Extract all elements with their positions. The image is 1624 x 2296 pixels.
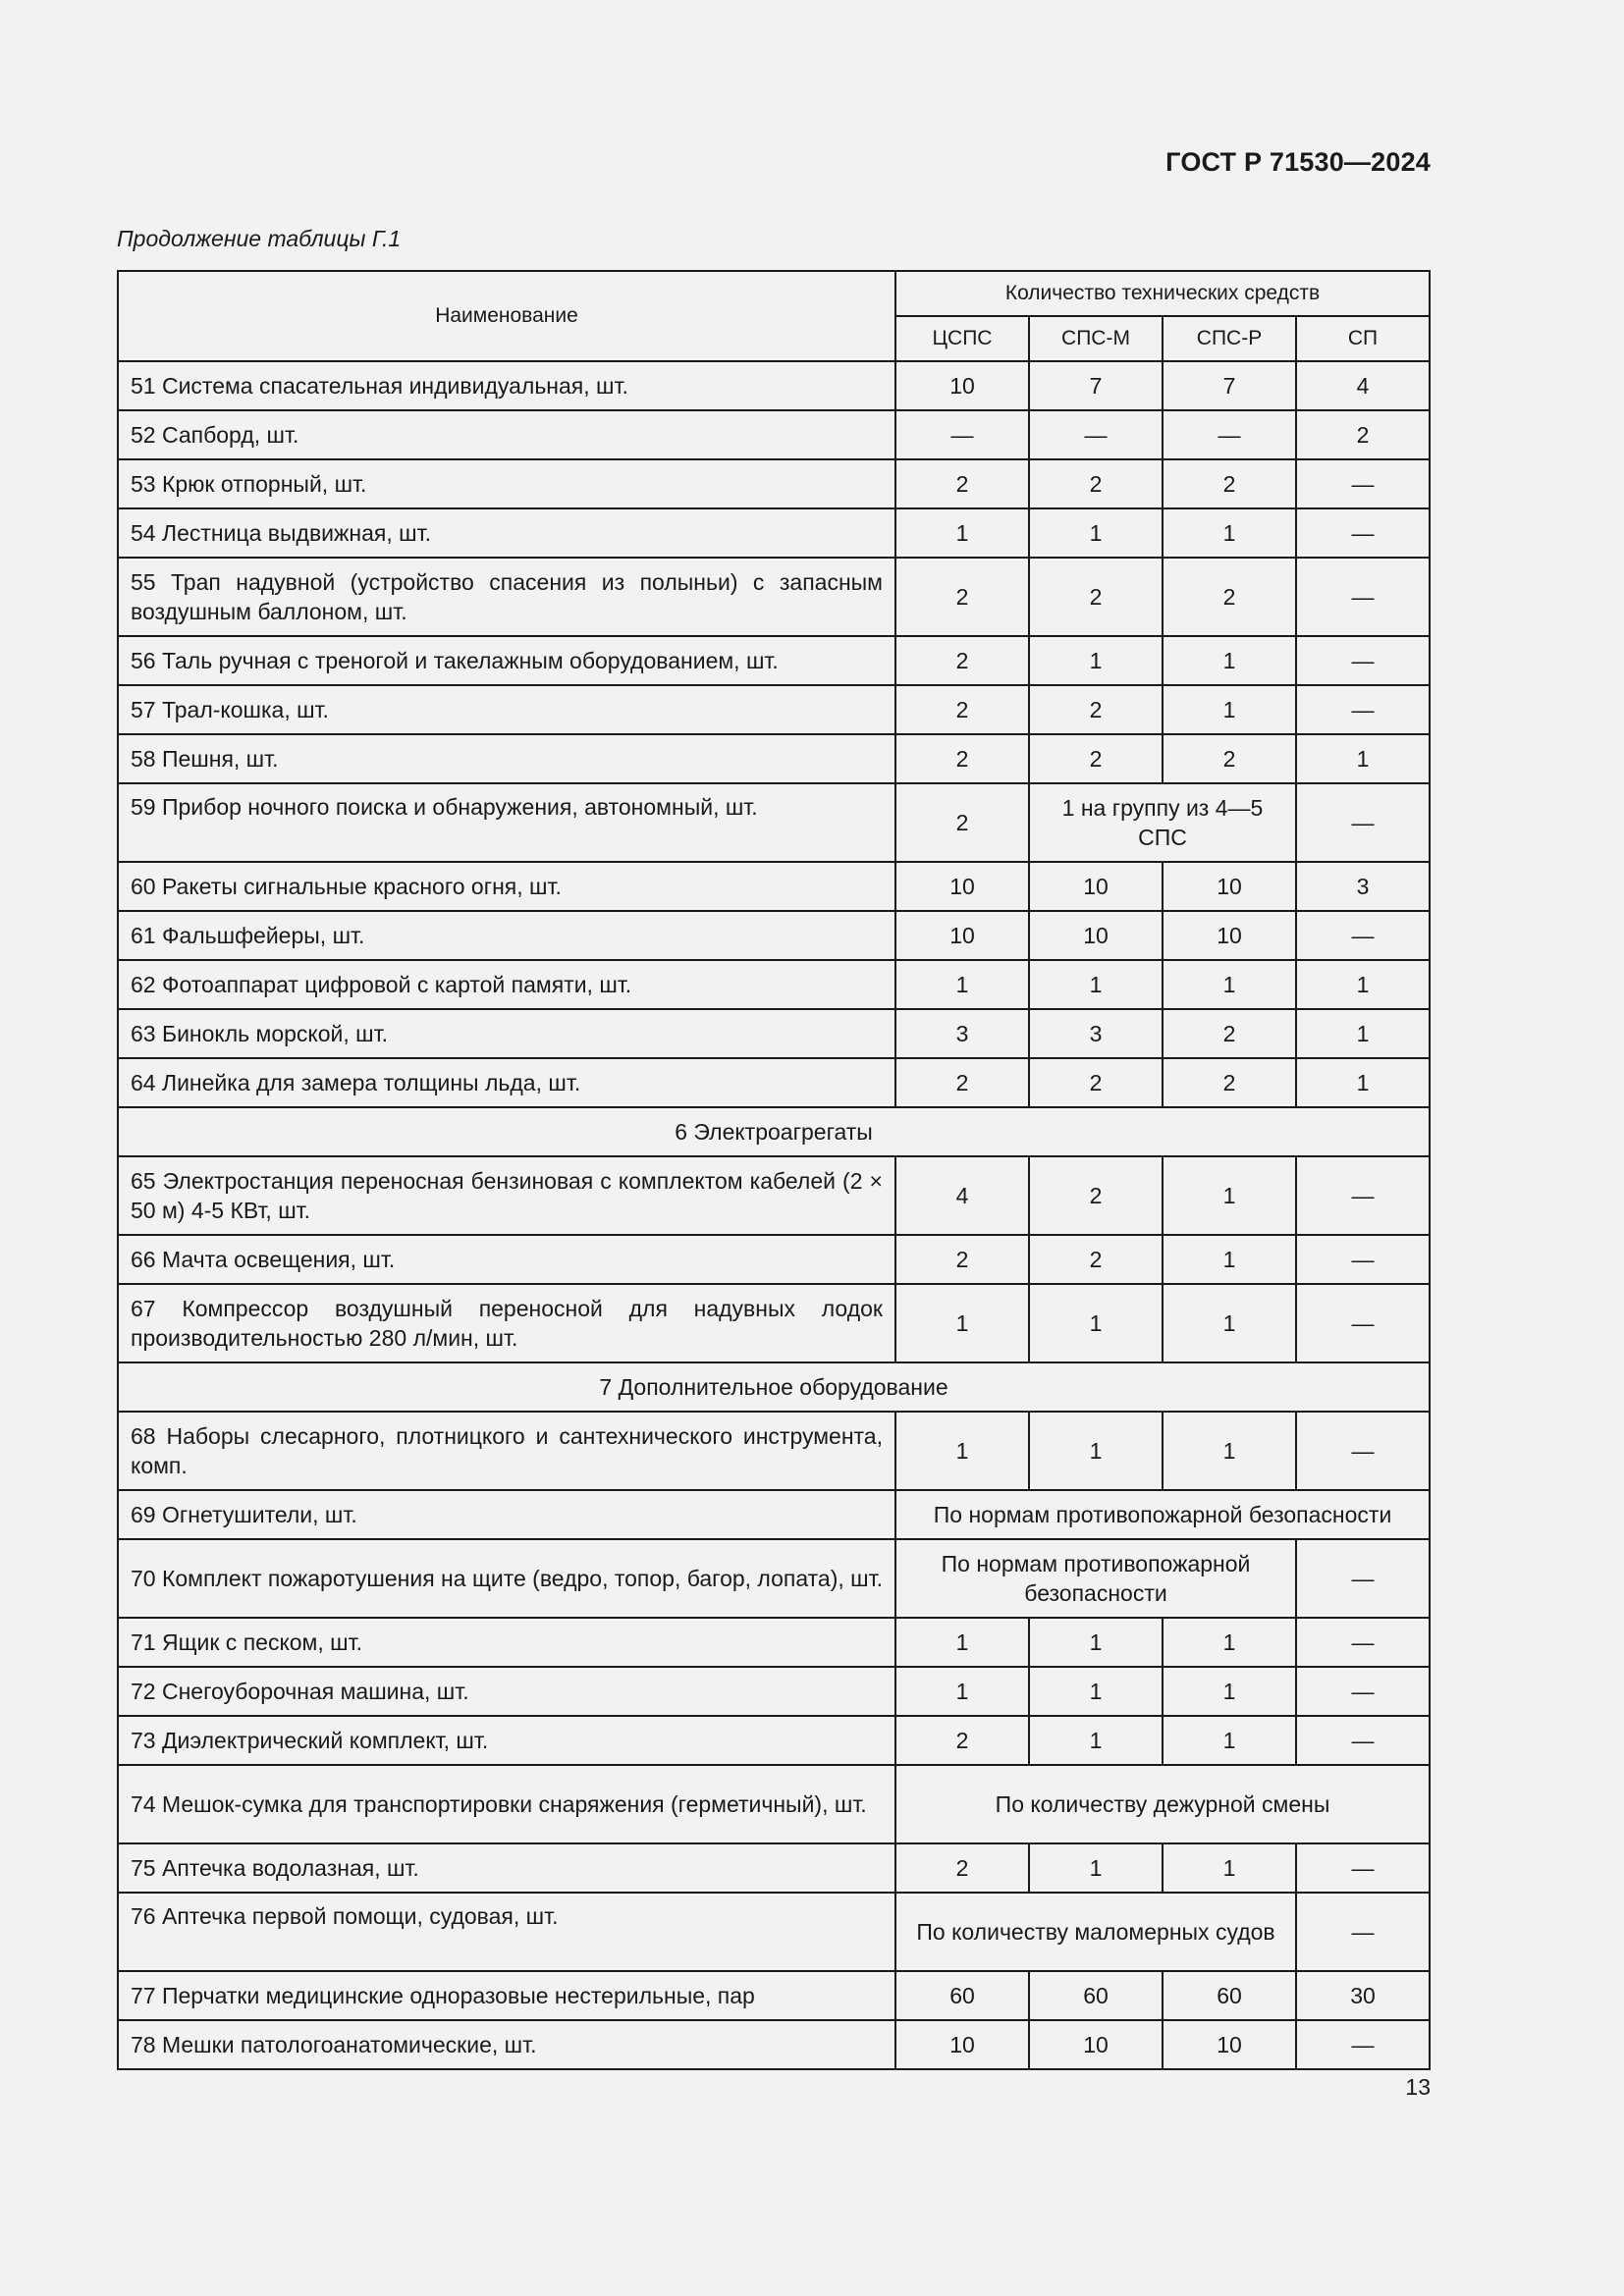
table-row: [118, 1058, 1430, 1107]
item-name: 61 Фальшфейеры, шт.: [118, 911, 895, 960]
value-cell: —: [1296, 558, 1430, 636]
item-name: 59 Прибор ночного поиска и обнаружения, автономный, шт.: [118, 783, 895, 862]
value-cell: 1: [1029, 1716, 1163, 1765]
merged-value-cell: По количеству дежурной смены: [895, 1765, 1430, 1843]
value-cell: 1: [1163, 508, 1296, 558]
value-cell: 60: [1029, 1971, 1163, 2020]
value-cell: 3: [1296, 862, 1430, 911]
value-cell: 1: [1163, 685, 1296, 734]
value-cell: 1: [1029, 636, 1163, 685]
value-cell: 2: [1029, 459, 1163, 508]
value-cell: 3: [895, 1009, 1029, 1058]
item-name: 78 Мешки патологоанатомические, шт.: [118, 2020, 895, 2069]
table-row: [118, 1156, 1430, 1235]
value-cell: 2: [895, 636, 1029, 685]
value-cell: —: [1296, 1843, 1430, 1893]
item-name: 63 Бинокль морской, шт.: [118, 1009, 895, 1058]
table-row: [118, 1235, 1430, 1284]
table-row: [118, 1893, 1430, 1971]
value-cell: 2: [1163, 459, 1296, 508]
table-row: [118, 636, 1430, 685]
value-cell: 10: [1029, 911, 1163, 960]
value-cell: 4: [895, 1156, 1029, 1235]
value-cell: 1: [895, 508, 1029, 558]
page-number: 13: [1405, 2074, 1431, 2100]
value-cell: 7: [1163, 361, 1296, 410]
value-cell: 1: [1029, 508, 1163, 558]
value-cell: 10: [895, 911, 1029, 960]
name-column-header: Наименование: [118, 271, 895, 361]
value-cell: 1: [1163, 1235, 1296, 1284]
column-header-tsps: ЦСПС: [895, 316, 1029, 361]
value-cell: 2: [1029, 1058, 1163, 1107]
value-cell: 2: [895, 783, 1029, 862]
column-header-sps-m: СПС-М: [1029, 316, 1163, 361]
value-cell: —: [1296, 1618, 1430, 1667]
value-cell: 1: [1296, 734, 1430, 783]
item-name: 58 Пешня, шт.: [118, 734, 895, 783]
value-cell: 10: [1163, 862, 1296, 911]
table-row: [118, 2020, 1430, 2069]
value-cell: 10: [1029, 862, 1163, 911]
item-name: 53 Крюк отпорный, шт.: [118, 459, 895, 508]
table-caption: Продолжение таблицы Г.1: [117, 226, 402, 251]
value-cell: 1: [1163, 1716, 1296, 1765]
item-name: 67 Компрессор воздушный переносной для надувных лодок производительностью 280 л/мин, шт.: [118, 1284, 895, 1362]
value-cell: 10: [895, 361, 1029, 410]
column-header-sps-r: СПС-Р: [1163, 316, 1296, 361]
value-cell: —: [1296, 1412, 1430, 1490]
table-row: [118, 410, 1430, 459]
value-cell: 2: [1029, 558, 1163, 636]
table-row: [118, 685, 1430, 734]
value-cell: 2: [895, 459, 1029, 508]
value-cell: 2: [895, 685, 1029, 734]
value-cell: 2: [1029, 1235, 1163, 1284]
table-row: [118, 734, 1430, 783]
table-row: [118, 1490, 1430, 1539]
value-cell: —: [1296, 1235, 1430, 1284]
table-row: [118, 1716, 1430, 1765]
value-cell: 10: [1029, 2020, 1163, 2069]
value-cell: 10: [895, 2020, 1029, 2069]
value-cell: 2: [1029, 685, 1163, 734]
table-row: [118, 558, 1430, 636]
table-header-row: [118, 271, 1430, 316]
value-cell: 10: [1163, 2020, 1296, 2069]
value-cell: —: [1296, 685, 1430, 734]
value-cell: 1: [1163, 1618, 1296, 1667]
item-name: 57 Трал-кошка, шт.: [118, 685, 895, 734]
value-cell: 10: [1163, 911, 1296, 960]
value-cell: 2: [895, 1235, 1029, 1284]
section-row: [118, 1362, 1430, 1412]
value-cell: —: [1296, 636, 1430, 685]
item-name: 75 Аптечка водолазная, шт.: [118, 1843, 895, 1893]
value-cell: 2: [1163, 558, 1296, 636]
item-name: 62 Фотоаппарат цифровой с картой памяти, шт.: [118, 960, 895, 1009]
value-cell: —: [1296, 1667, 1430, 1716]
table-row: [118, 783, 1430, 862]
merged-value-cell: По количеству маломерных судов: [895, 1893, 1296, 1971]
value-cell: —: [1296, 911, 1430, 960]
value-cell: 1: [1029, 960, 1163, 1009]
item-name: 65 Электростанция переносная бензиновая с комплектом кабелей (2 × 50 м) 4-5 КВт, шт.: [118, 1156, 895, 1235]
quantity-group-header: Количество технических средств: [895, 271, 1430, 316]
table-row: [118, 1765, 1430, 1843]
value-cell: 3: [1029, 1009, 1163, 1058]
table-row: [118, 1284, 1430, 1362]
value-cell: 7: [1029, 361, 1163, 410]
value-cell: —: [1029, 410, 1163, 459]
document-code: ГОСТ Р 71530—2024: [1165, 147, 1431, 177]
value-cell: 1: [895, 1618, 1029, 1667]
value-cell: 1: [1029, 1618, 1163, 1667]
item-name: 72 Снегоуборочная машина, шт.: [118, 1667, 895, 1716]
value-cell: 2: [895, 1716, 1029, 1765]
item-name: 60 Ракеты сигнальные красного огня, шт.: [118, 862, 895, 911]
value-cell: 1: [1163, 1412, 1296, 1490]
section-row: [118, 1107, 1430, 1156]
value-cell: 60: [1163, 1971, 1296, 2020]
value-cell: 2: [1029, 734, 1163, 783]
value-cell: 1: [1163, 1843, 1296, 1893]
table-row: [118, 459, 1430, 508]
value-cell: 1: [1163, 636, 1296, 685]
value-cell: 30: [1296, 1971, 1430, 2020]
value-cell: 10: [895, 862, 1029, 911]
item-name: 76 Аптечка первой помощи, судовая, шт.: [118, 1893, 895, 1971]
value-cell: 2: [895, 734, 1029, 783]
item-name: 77 Перчатки медицинские одноразовые нестерильные, пар: [118, 1971, 895, 2020]
item-name: 73 Диэлектрический комплект, шт.: [118, 1716, 895, 1765]
value-cell: 1: [895, 1412, 1029, 1490]
merged-value-cell: По нормам противопожарной безопасности: [895, 1490, 1430, 1539]
value-cell: —: [1296, 783, 1430, 862]
value-cell: 60: [895, 1971, 1029, 2020]
value-cell: —: [1296, 1539, 1430, 1618]
item-name: 56 Таль ручная с треногой и такелажным оборудованием, шт.: [118, 636, 895, 685]
value-cell: 1: [1163, 1284, 1296, 1362]
value-cell: 2: [895, 1843, 1029, 1893]
value-cell: 1: [1296, 1058, 1430, 1107]
item-name: 51 Система спасательная индивидуальная, шт.: [118, 361, 895, 410]
value-cell: —: [1296, 508, 1430, 558]
item-name: 52 Сапборд, шт.: [118, 410, 895, 459]
value-cell: 2: [895, 558, 1029, 636]
table-row: [118, 1539, 1430, 1618]
item-name: 64 Линейка для замера толщины льда, шт.: [118, 1058, 895, 1107]
merged-value-cell: 1 на группу из 4—5 СПС: [1029, 783, 1296, 862]
value-cell: 1: [1163, 1156, 1296, 1235]
table-row: [118, 862, 1430, 911]
section-heading: 7 Дополнительное оборудование: [118, 1362, 1430, 1412]
table-row: [118, 911, 1430, 960]
item-name: 54 Лестница выдвижная, шт.: [118, 508, 895, 558]
value-cell: 1: [895, 1284, 1029, 1362]
item-name: 66 Мачта освещения, шт.: [118, 1235, 895, 1284]
value-cell: —: [1296, 1716, 1430, 1765]
item-name: 69 Огнетушители, шт.: [118, 1490, 895, 1539]
table-row: [118, 1843, 1430, 1893]
column-header-sp: СП: [1296, 316, 1430, 361]
value-cell: 2: [1163, 1009, 1296, 1058]
value-cell: 1: [1296, 960, 1430, 1009]
value-cell: 1: [895, 960, 1029, 1009]
value-cell: 2: [1163, 734, 1296, 783]
item-name: 70 Комплект пожаротушения на щите (ведро, топор, багор, лопата), шт.: [118, 1539, 895, 1618]
value-cell: —: [1296, 2020, 1430, 2069]
table-row: [118, 508, 1430, 558]
value-cell: 1: [1029, 1284, 1163, 1362]
table-row: [118, 361, 1430, 410]
value-cell: 1: [1296, 1009, 1430, 1058]
table-row: [118, 960, 1430, 1009]
table-row: [118, 1618, 1430, 1667]
value-cell: 1: [1163, 960, 1296, 1009]
value-cell: 1: [895, 1667, 1029, 1716]
merged-value-cell: По нормам противопожарной безопасности: [895, 1539, 1296, 1618]
section-heading: 6 Электроагрегаты: [118, 1107, 1430, 1156]
value-cell: —: [1296, 1156, 1430, 1235]
value-cell: 1: [1163, 1667, 1296, 1716]
value-cell: —: [895, 410, 1029, 459]
table-row: [118, 1009, 1430, 1058]
value-cell: 2: [1163, 1058, 1296, 1107]
item-name: 68 Наборы слесарного, плотницкого и сантехнического инструмента, комп.: [118, 1412, 895, 1490]
value-cell: —: [1296, 459, 1430, 508]
table-row: [118, 1971, 1430, 2020]
table-row: [118, 1412, 1430, 1490]
value-cell: 1: [1029, 1412, 1163, 1490]
value-cell: —: [1163, 410, 1296, 459]
value-cell: —: [1296, 1893, 1430, 1971]
value-cell: 1: [1029, 1843, 1163, 1893]
item-name: 71 Ящик с песком, шт.: [118, 1618, 895, 1667]
value-cell: 2: [1029, 1156, 1163, 1235]
value-cell: —: [1296, 1284, 1430, 1362]
table-row: [118, 1667, 1430, 1716]
item-name: 55 Трап надувной (устройство спасения из полыньи) с запасным воздушным баллоном, шт.: [118, 558, 895, 636]
value-cell: 1: [1029, 1667, 1163, 1716]
value-cell: 2: [1296, 410, 1430, 459]
equipment-table: [117, 270, 1431, 2070]
item-name: 74 Мешок-сумка для транспортировки снаряжения (герметичный), шт.: [118, 1765, 895, 1843]
value-cell: 2: [895, 1058, 1029, 1107]
value-cell: 4: [1296, 361, 1430, 410]
